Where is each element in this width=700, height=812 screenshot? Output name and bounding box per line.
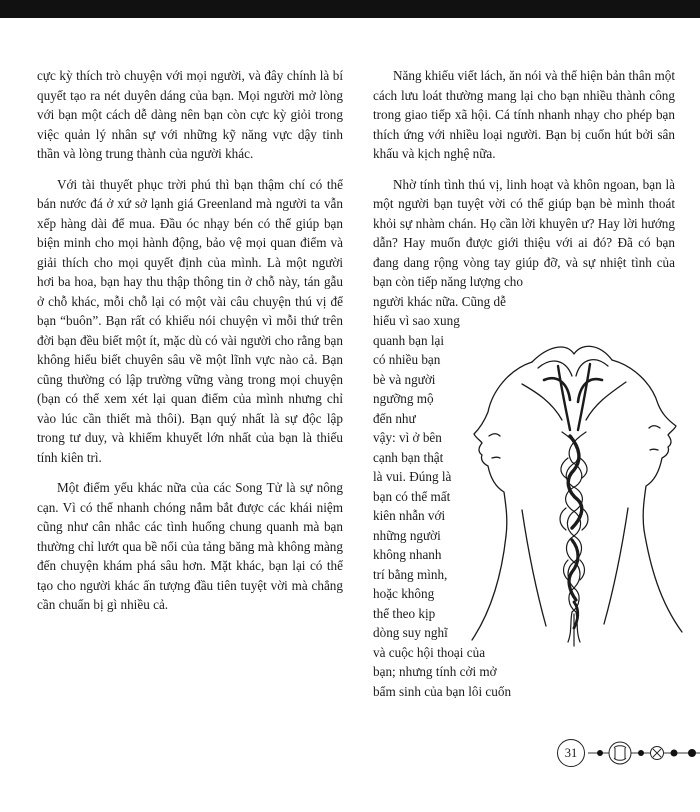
paragraph: Một điểm yếu khác nữa của các Song Tử là sự nông cạn. Vì có thể nhanh chóng nắm bắt được các khái niệm cũng như cân nhắc các tình huống chung quanh mà bạn thường chỉ lướt qua bề nổi của tảng băng mà không màng đến chuyện khám phá sâu hơn. Mặt khác, bạn lại có thể tạo cho người khác ấn tượng đầu tiên tuyệt vời mà chẳng cần chuẩn bị gì nhiều cả.	[37, 480, 343, 612]
text-line: bè và người	[373, 371, 436, 387]
text-line: thể theo kịp	[373, 605, 436, 621]
text-line: hiểu vì sao xung	[373, 313, 460, 328]
text-line: người khác nữa. Cũng dễ	[373, 293, 506, 309]
text-line: những người	[373, 527, 441, 543]
text-line: có nhiều bạn	[373, 352, 441, 367]
text-line: kiên nhẫn với	[373, 508, 446, 523]
paragraph: Với tài thuyết phục trời phú thì bạn thậm chí có thể bán nước đá ở xứ sở lạnh giá Greenland mà người ta vẫn xếp hàng dài để mua. Đầu óc nhạy bén có thể giúp bạn biện minh cho mọi hành động, bảo vệ mọi quan điểm và giải thích cho mọi quyết định của mình. Là một người hơi ba hoa, bạn hay thu thập thông tin ở chỗ này, tán gẫu ở chỗ khác, mỗi chỗ lại có một vài câu chuyện thú vị để bạn “buôn”. Bạn rất có khiếu nói chuyện vì mỗi thứ trên đời bạn đều biết một ít, mặc dù có vài người cho rằng bạn không hiểu biết chuyên sâu về một lĩnh vực nào cả. Bạn cũng thường có lập trường vững vàng trong mọi chuyện (bạn có thể xem xét lại quan điểm của mình nhưng chỉ vào lúc cần thiết mà thôi). Bạn quý nhất là sự độc lập trong tư duy, và khiếm khuyết lớn nhất của bạn là thiếu tính kiên trì.	[37, 176, 343, 465]
top-border-band	[0, 0, 700, 18]
paragraph: Năng khiếu viết lách, ăn nói và thể hiện bản thân một cách lưu loát thường mang lại cho bạn nhiều thành công trong giao tiếp xã hội. Cá tính nhanh nhạy cho phép bạn thích ứng với nhiều loại người. Bạn bị cuốn hút bởi sân khấu và kịch nghệ nữa.	[373, 68, 675, 161]
text-line: không nhanh	[373, 547, 442, 562]
twin-faces-braid-illustration-icon	[462, 340, 694, 690]
paragraph: Nhờ tính tình thú vị, linh hoạt và khôn ngoan, bạn là một người bạn tuyệt vời có thể giúp bạn bè mình thoát khỏi sự nhàm chán. Họ cần lời khuyên ư? Hay lời hướng dẫn? Hay muốn được giới thiệu với ai đó? Đã có bạn đang dang rộng vòng tay giúp đỡ, và sự nhiệt tình của bạn còn tiếp năng lượng cho	[373, 176, 675, 289]
text-line: đến như	[373, 410, 416, 426]
text-line: cạnh bạn thật	[373, 449, 444, 465]
text-line: và cuộc hội thoại của	[373, 644, 486, 660]
text-line: hoặc không	[373, 586, 435, 601]
page-footer	[548, 736, 700, 770]
text-line: trí bằng mình,	[373, 566, 448, 582]
text-line: bạn có thể mất	[373, 488, 451, 504]
page-number: 31	[557, 739, 585, 767]
text-line: ngưỡng mộ	[373, 391, 434, 406]
text-line: vậy: vì ở bên	[373, 430, 442, 445]
left-text-column	[37, 66, 343, 626]
text-line: là vui. Đúng là	[373, 469, 452, 484]
text-line: bạn; nhưng tính cởi mở	[373, 664, 497, 679]
gemini-twins-icon	[588, 736, 700, 770]
text-line: quanh bạn lại	[373, 332, 445, 348]
paragraph: cực kỳ thích trò chuyện với mọi người, và đây chính là bí quyết tạo ra nét duyên dáng của bạn. Mọi người mở lòng với bạn một cách dễ dàng nên bạn còn cực kỳ giỏi trong việc quản lý nhân sự với những kỹ năng vực dậy tinh thần và lòng trung thành của người khác.	[37, 68, 343, 161]
text-line: dòng suy nghĩ	[373, 625, 448, 640]
text-line: bẩm sinh của bạn lôi cuốn	[373, 683, 512, 699]
